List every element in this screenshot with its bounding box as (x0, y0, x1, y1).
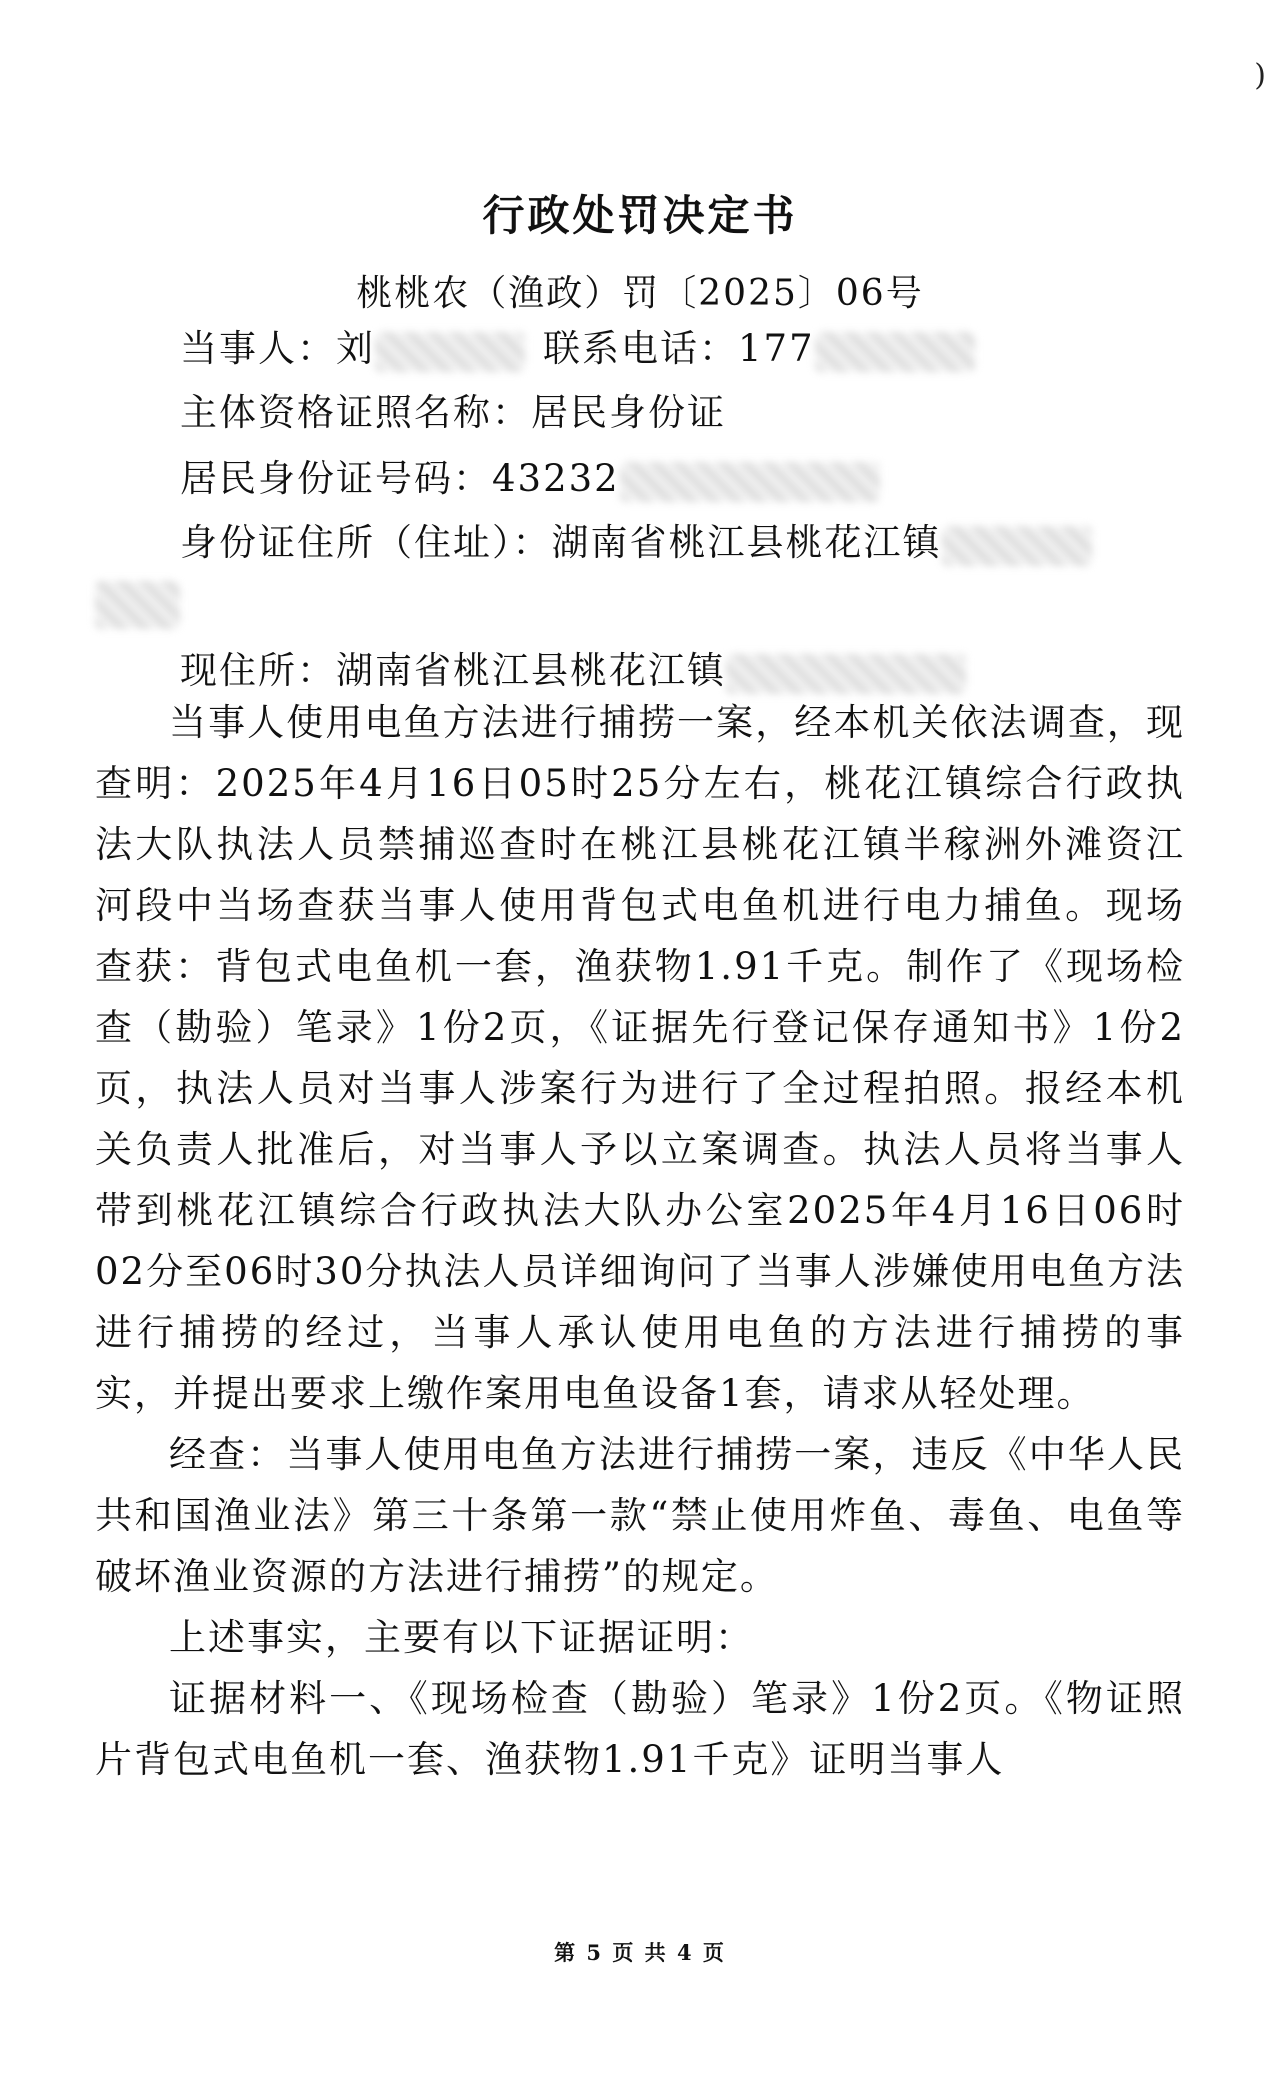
current-address-text: 现住所：湖南省桃江县桃花江镇 (180, 649, 726, 692)
redacted-id-number (620, 462, 880, 502)
id-address-line (180, 512, 1092, 566)
corner-mark: ) (1254, 58, 1266, 93)
violation-paragraph: 经查：当事人使用电鱼方法进行捕捞一案，违反《中华人民共和国渔业法》第三十条第一款“禁止使用炸鱼、毒鱼、电鱼等破坏渔业资源的方法进行捕捞”的规定。 (95, 1433, 1185, 1598)
redacted-name (375, 332, 525, 372)
redacted-current-address (726, 654, 966, 694)
id-number-label: 居民身份证号码： (180, 457, 492, 500)
qualification-line: 主体资格证照名称：居民身份证 (180, 391, 726, 434)
redacted-continuation (95, 580, 180, 629)
document-number: 桃桃农（渔政）罚〔2025〕06号 (356, 273, 924, 314)
phone-value: 177 (738, 327, 815, 370)
party-name: 刘 (336, 327, 375, 370)
party-line (180, 318, 975, 372)
phone-label: 联系电话： (543, 327, 738, 370)
facts-paragraph: 当事人使用电鱼方法进行捕捞一案，经本机关依法调查，现查明：2025年4月16日05时25分左右，桃花江镇综合行政执法大队执法人员禁捕巡查时在桃江县桃花江镇半稼洲外滩资江河段中当场查获当事人使用背包式电鱼机进行电力捕鱼。现场查获：背包式电鱼机一套，渔获物1.91千克。制作了《现场检查（勘验）笔录》1份2页，《证据先行登记保存通知书》1份2页，执法人员对当事人涉案行为进行了全过程拍照。报经本机关负责人批准后，对当事人予以立案调查。执法人员将当事人带到桃花江镇综合行政执法大队办公室2025年4月16日06时02分至06时30分执法人员详细询问了当事人涉嫌使用电鱼方法进行捕捞的经过，当事人承认使用电鱼的方法进行捕捞的事实，并提出要求上缴作案用电鱼设备1套，请求从轻处理。 (95, 701, 1185, 1415)
redacted-id-address (942, 526, 1092, 566)
redacted-address-continuation (95, 581, 180, 629)
document-title: 行政处罚决定书 (482, 191, 798, 240)
evidence-paragraph: 证据材料一、《现场检查（勘验）笔录》1份2页。《物证照片背包式电鱼机一套、渔获物1.91千克》证明当事人 (95, 1677, 1185, 1781)
evidence-intro-paragraph: 上述事实，主要有以下证据证明： (169, 1616, 754, 1659)
party-label: 当事人： (180, 327, 336, 370)
document-body (95, 692, 1185, 1790)
redacted-phone (815, 332, 975, 372)
id-address-text: 身份证住所（住址）：湖南省桃江县桃花江镇 (180, 521, 942, 564)
id-number-value: 43232 (492, 457, 620, 500)
current-address-line (180, 640, 966, 694)
id-number-line (180, 448, 880, 502)
page-footer: 第 5 页 共 4 页 (554, 1940, 726, 1965)
